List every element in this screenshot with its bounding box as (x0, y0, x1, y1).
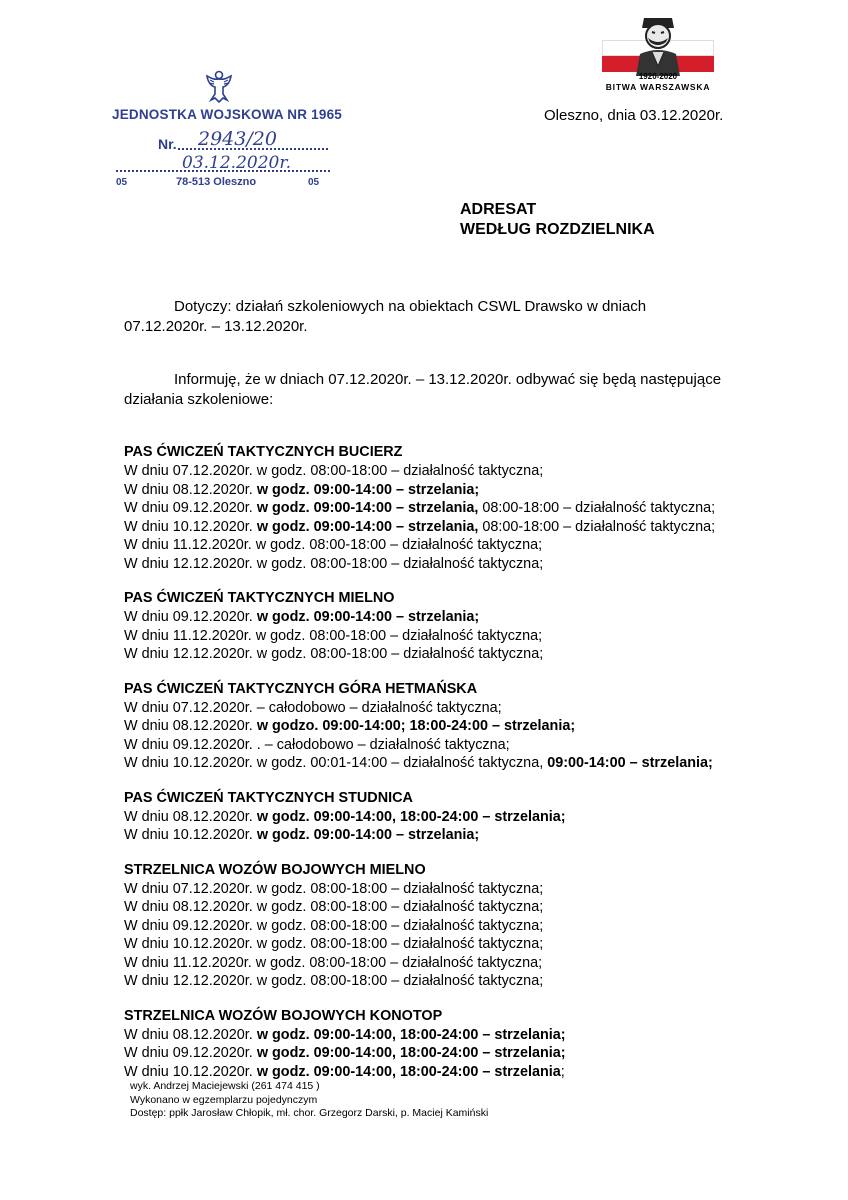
intro-line: Informuję, że w dniach 07.12.2020r. – 13.12.2020r. odbywać się będą następujące (174, 371, 722, 388)
schedule-text-bold: w godz. 09:00-14:00, 18:00-24:00 – strzelania; (256, 1045, 566, 1061)
schedule-line (124, 917, 824, 936)
schedule-line (124, 536, 824, 555)
schedule-text: ; (560, 1063, 565, 1080)
recipient-block (460, 200, 655, 240)
stamp-unit-name: JEDNOSTKA WOJSKOWA NR 1965 (112, 107, 342, 122)
schedule-text: W dniu 08.12.2020r. (124, 1026, 257, 1043)
schedule-line (124, 608, 824, 627)
schedule-text-bold: w godz. 09:00-14:00 – strzelania, (256, 518, 479, 535)
section-title: PAS ĆWICZEŃ TAKTYCZNYCH BUCIERZ (124, 444, 403, 460)
schedule-text-bold: w godz. 09:00-14:00 – strzelania; (256, 609, 480, 625)
schedule-text: W dniu 09.12.2020r. (124, 1045, 257, 1061)
section-title: PAS ĆWICZEŃ TAKTYCZNYCH GÓRA HETMAŃSKA (124, 680, 478, 697)
schedule-text: W dniu 11.12.2020r. w godz. 08:00-18:00 – działalność taktyczna; (124, 627, 543, 644)
schedule-text: W dniu 12.12.2020r. w godz. 08:00-18:00 – działalność taktyczna; (124, 646, 544, 662)
schedule-text: W dniu 08.12.2020r. w godz. 08:00-18:00 – działalność taktyczna; (124, 899, 544, 915)
schedule-text-bold: 09:00-14:00 – strzelania; (547, 755, 713, 771)
schedule-line (124, 898, 824, 917)
schedule-section (124, 442, 824, 573)
schedule-section (124, 679, 824, 773)
logo-years: 1920-2020 (638, 72, 678, 81)
schedule-text-bold: w godz. 09:00-14:00, 18:00-24:00 – strzelania; (256, 808, 566, 825)
section-title: PAS ĆWICZEŃ TAKTYCZNYCH STUDNICA (124, 789, 413, 806)
section-title: STRZELNICA WOZÓW BOJOWYCH KONOTOP (124, 1007, 443, 1024)
stamp-divider (116, 170, 330, 172)
schedule-section (124, 860, 824, 991)
schedule-line (124, 935, 824, 954)
schedule-text: W dniu 10.12.2020r. (124, 1063, 257, 1080)
recipient-line: WEDŁUG ROZDZIELNIKA (460, 221, 655, 238)
schedule-line (124, 627, 824, 646)
schedule-text: W dniu 11.12.2020r. w godz. 08:00-18:00 – działalność taktyczna; (124, 954, 543, 971)
schedule-line (124, 518, 824, 537)
schedule-line (124, 808, 824, 827)
footer-line: Dostęp: ppłk Jarosław Chłopik, mł. chor. Grzegorz Darski, p. Maciej Kamiński (130, 1107, 489, 1119)
schedule-text-bold: w godz. 09:00-14:00 – strzelania, (256, 500, 479, 516)
schedule-text: W dniu 11.12.2020r. w godz. 08:00-18:00 – działalność taktyczna; (124, 537, 543, 553)
stamp-code-left: 05 (116, 177, 128, 188)
eagle-icon (205, 70, 233, 104)
schedule-line (124, 880, 824, 899)
stamp-address: 78-513 Oleszno (176, 176, 257, 188)
schedule-line (124, 954, 824, 973)
schedule-text: W dniu 08.12.2020r. (124, 481, 257, 498)
schedule-line (124, 754, 824, 773)
recipient-line: ADRESAT (460, 201, 537, 218)
schedule-line (124, 826, 824, 845)
schedule-line (124, 1044, 824, 1063)
schedule-text: W dniu 12.12.2020r. w godz. 08:00-18:00 – działalność taktyczna; (124, 973, 544, 989)
portrait-icon (622, 10, 694, 76)
schedule-text: W dniu 12.12.2020r. w godz. 08:00-18:00 – działalność taktyczna; (124, 555, 544, 572)
stamp-code-right: 05 (308, 177, 320, 188)
subject-block (124, 297, 684, 337)
schedule-line (124, 699, 824, 718)
schedule-text: W dniu 10.12.2020r. w godz. 08:00-18:00 – działalność taktyczna; (124, 936, 544, 952)
intro-paragraph (124, 370, 764, 410)
schedule-line (124, 481, 824, 500)
schedule-line (124, 1063, 824, 1082)
schedule-text: 08:00-18:00 – działalność taktyczna; (478, 500, 716, 516)
schedule-line (124, 499, 824, 518)
schedule-line (124, 717, 824, 736)
schedule-text: W dniu 09.12.2020r. w godz. 08:00-18:00 – działalność taktyczna; (124, 917, 544, 934)
schedule-section (124, 588, 824, 664)
schedule-text-bold: w godzo. 09:00-14:00; 18:00-24:00 – strzelania; (256, 718, 576, 734)
footer-line: Wykonano w egzemplarzu pojedynczym (130, 1093, 318, 1106)
schedule-text: W dniu 09.12.2020r. (124, 500, 257, 516)
battle-of-warsaw-logo (598, 10, 718, 100)
stamp-nr-value: 2943/20 (198, 128, 277, 150)
section-title: STRZELNICA WOZÓW BOJOWYCH MIELNO (124, 861, 426, 878)
schedule-section (124, 788, 824, 845)
logo-title: BITWA WARSZAWSKA (605, 82, 711, 92)
schedule-section (124, 1006, 824, 1082)
schedule-text: W dniu 07.12.2020r. – całodobowo – działalność taktyczna; (124, 699, 502, 716)
intro-line: działania szkoleniowe: (124, 391, 274, 408)
schedule-text: 08:00-18:00 – działalność taktyczna; (478, 518, 716, 535)
stamp-nr-label: Nr. (158, 136, 177, 152)
subject-dates: 07.12.2020r. – 13.12.2020r. (124, 318, 308, 335)
schedule-text: W dniu 07.12.2020r. w godz. 08:00-18:00 – działalność taktyczna; (124, 463, 544, 479)
schedule-text: W dniu 10.12.2020r. (124, 518, 257, 535)
footer-notes (130, 1080, 488, 1121)
schedule-text: W dniu 08.12.2020r. (124, 808, 257, 825)
schedule-line (124, 462, 824, 481)
schedule-text: W dniu 08.12.2020r. (124, 718, 257, 734)
schedule-line (124, 972, 824, 991)
section-title: PAS ĆWICZEŃ TAKTYCZNYCH MIELNO (124, 590, 395, 606)
place-date: Oleszno, dnia 03.12.2020r. (544, 107, 724, 124)
schedule-text: W dniu 09.12.2020r. (124, 609, 257, 625)
schedule-line (124, 1026, 824, 1045)
schedule-text-bold: w godz. 09:00-14:00 – strzelania; (256, 481, 480, 498)
subject-label: Dotyczy: (174, 298, 232, 315)
subject-text: działań szkoleniowych na obiektach CSWL Drawsko w dniach (231, 298, 647, 315)
schedule-text: W dniu 10.12.2020r. w godz. 00:01-14:00 – działalność taktyczna, (124, 755, 548, 771)
schedule-text: W dniu 09.12.2020r. . – całodobowo – działalność taktyczna; (124, 736, 510, 753)
schedule-text: W dniu 10.12.2020r. (124, 827, 257, 843)
schedule-text-bold: w godz. 09:00-14:00, 18:00-24:00 – strzelania (256, 1063, 561, 1080)
schedule-text-bold: w godz. 09:00-14:00 – strzelania; (256, 827, 480, 843)
stamp-date-value: 03.12.2020r. (182, 153, 291, 173)
schedule-line (124, 555, 824, 574)
schedule-text-bold: w godz. 09:00-14:00, 18:00-24:00 – strzelania; (256, 1026, 566, 1043)
schedule-sections (124, 442, 824, 1096)
schedule-line (124, 645, 824, 664)
footer-line: wyk. Andrzej Maciejewski (261 474 415 ) (130, 1080, 320, 1092)
schedule-line (124, 736, 824, 755)
schedule-text: W dniu 07.12.2020r. w godz. 08:00-18:00 – działalność taktyczna; (124, 880, 544, 897)
